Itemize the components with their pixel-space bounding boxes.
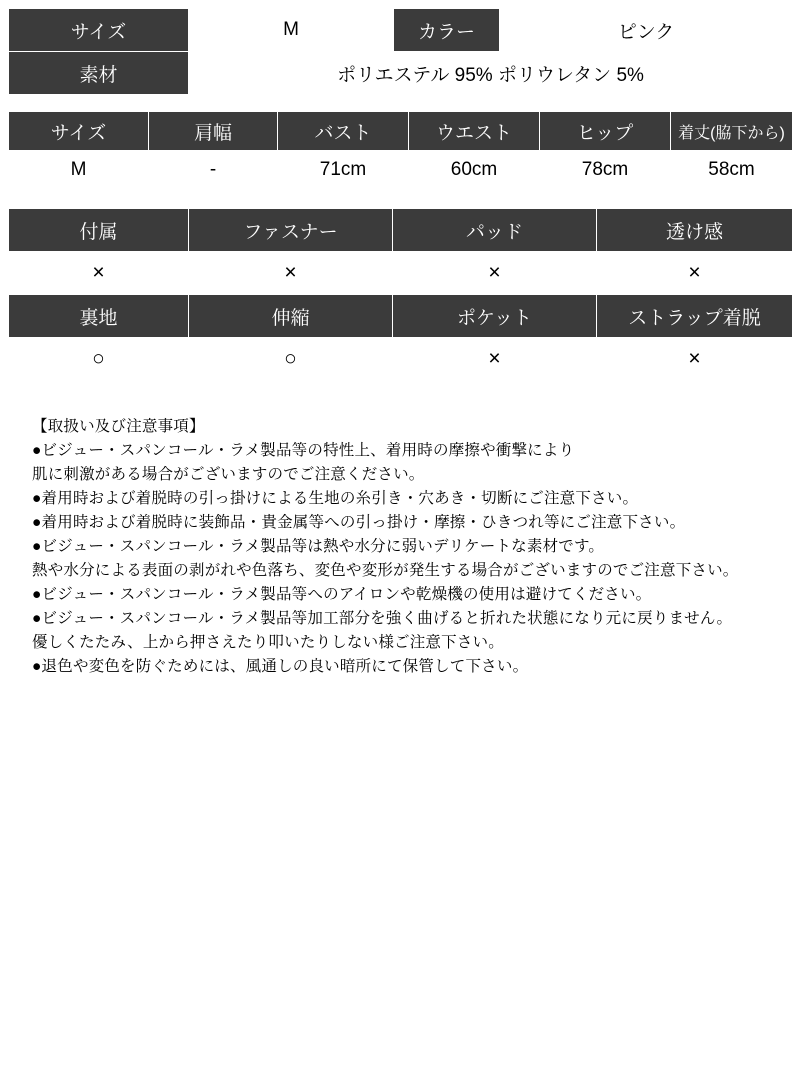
- feature-value-strap-removable: ×: [597, 338, 793, 381]
- table-row: [9, 9, 793, 52]
- measurement-header-hip: ヒップ: [540, 112, 671, 151]
- care-notes: [8, 415, 792, 679]
- table-row: [9, 52, 793, 95]
- feature-value-lining: ○: [9, 338, 189, 381]
- feature-header-pocket: ポケット: [393, 295, 597, 338]
- table-header-row: [9, 295, 793, 338]
- spec-table: [8, 8, 793, 95]
- feature-value-stretch: ○: [189, 338, 393, 381]
- feature-header-sheerness: 透け感: [597, 209, 793, 252]
- measurement-value-shoulder: -: [149, 151, 278, 190]
- spec-label-color: カラー: [394, 9, 500, 52]
- care-note-line: 熱や水分による表面の剥がれや色落ち、変色や変形が発生する場合がございますのでご注意下さい。: [32, 562, 739, 580]
- spec-value-size: M: [189, 9, 394, 52]
- spec-value-material: ポリエステル 95% ポリウレタン 5%: [189, 52, 793, 95]
- care-note-line: 優しくたたみ、上から押さえたり叩いたりしない様ご注意下さい。: [32, 634, 504, 652]
- care-note-line: ●着用時および着脱時の引っ掛けによる生地の糸引き・穴あき・切断にご注意下さい。: [32, 490, 639, 508]
- measurement-header-bust: バスト: [278, 112, 409, 151]
- measurement-table: [8, 111, 793, 190]
- feature-table: [8, 208, 793, 381]
- measurement-value-length: 58cm: [671, 151, 793, 190]
- feature-value-zipper: ×: [189, 252, 393, 295]
- spec-label-size: サイズ: [9, 9, 189, 52]
- table-header-row: [9, 209, 793, 252]
- measurement-header-length: 着丈(脇下から): [671, 112, 793, 151]
- measurement-value-size: M: [9, 151, 149, 190]
- feature-value-pocket: ×: [393, 338, 597, 381]
- care-note-line: ●ビジュー・スパンコール・ラメ製品等へのアイロンや乾燥機の使用は避けてください。: [32, 586, 652, 604]
- care-notes-title: 【取扱い及び注意事項】: [32, 418, 205, 435]
- care-note-line: ●ビジュー・スパンコール・ラメ製品等は熱や水分に弱いデリケートな素材です。: [32, 538, 605, 556]
- care-note-line: ●ビジュー・スパンコール・ラメ製品等の特性上、着用時の摩擦や衝撃により: [32, 442, 575, 460]
- spacer: [8, 190, 792, 208]
- measurement-value-waist: 60cm: [409, 151, 540, 190]
- care-note-line: 肌に刺激がある場合がございますのでご注意ください。: [32, 466, 425, 484]
- table-row: [9, 151, 793, 190]
- feature-header-pad: パッド: [393, 209, 597, 252]
- spec-value-color: ピンク: [500, 9, 793, 52]
- feature-value-accessory: ×: [9, 252, 189, 295]
- feature-value-sheerness: ×: [597, 252, 793, 295]
- measurement-value-bust: 71cm: [278, 151, 409, 190]
- measurement-header-shoulder: 肩幅: [149, 112, 278, 151]
- feature-header-zipper: ファスナー: [189, 209, 393, 252]
- care-note-line: ●ビジュー・スパンコール・ラメ製品等加工部分を強く曲げると折れた状態になり元に戻りません。: [32, 610, 733, 628]
- spec-label-material: 素材: [9, 52, 189, 95]
- feature-value-pad: ×: [393, 252, 597, 295]
- care-note-line: ●着用時および着脱時に装飾品・貴金属等への引っ掛け・摩擦・ひきつれ等にご注意下さい。: [32, 514, 686, 532]
- measurement-value-hip: 78cm: [540, 151, 671, 190]
- table-header-row: [9, 112, 793, 151]
- table-row: [9, 338, 793, 381]
- spacer: [8, 95, 792, 111]
- table-row: [9, 252, 793, 295]
- care-note-line: ●退色や変色を防ぐためには、風通しの良い暗所にて保管して下さい。: [32, 658, 529, 676]
- feature-header-accessory: 付属: [9, 209, 189, 252]
- measurement-header-size: サイズ: [9, 112, 149, 151]
- measurement-header-waist: ウエスト: [409, 112, 540, 151]
- feature-header-lining: 裏地: [9, 295, 189, 338]
- feature-header-stretch: 伸縮: [189, 295, 393, 338]
- feature-header-strap-removable: ストラップ着脱: [597, 295, 793, 338]
